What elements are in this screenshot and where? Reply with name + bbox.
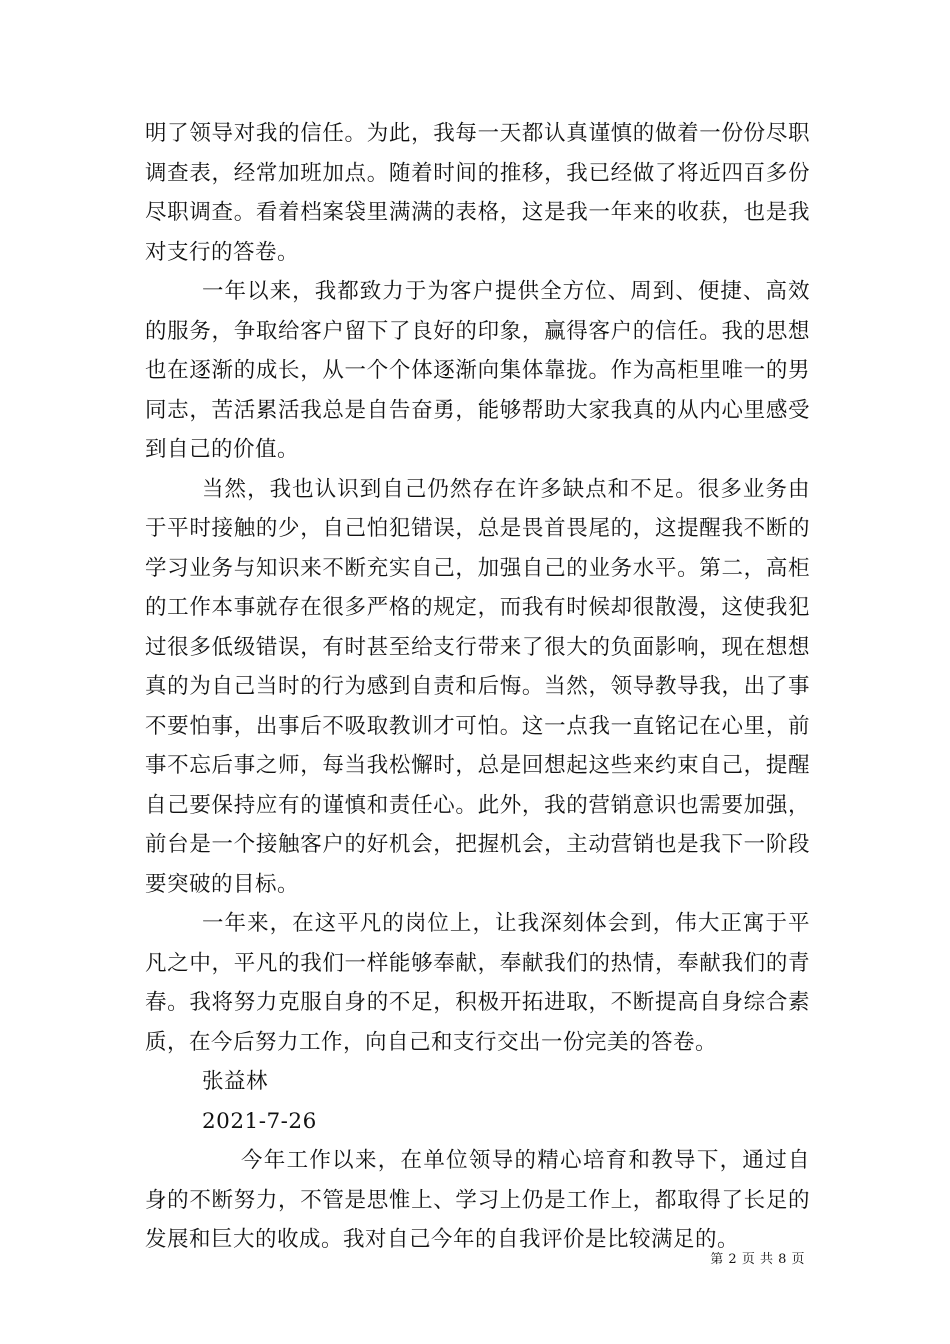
paragraph-4: 一年来，在这平凡的岗位上，让我深刻体会到，伟大正寓于平凡之中，平凡的我们一样能够奉献，奉献我们的热情，奉献我们的青春。我将努力克服自身的不足，积极开拓进取，不断提高自身综合素质，在今后努力工作，向自己和支行交出一份完美的答卷。 [145,911,810,1055]
signature-name: 张益林 [202,1069,269,1094]
paragraph-2: 一年以来，我都致力于为客户提供全方位、周到、便捷、高效的服务，争取给客户留下了良好的印象，赢得客户的信任。我的思想也在逐渐的成长，从一个个体逐渐向集体靠拢。作为高柜里唯一的男同志，苦活累活我总是自告奋勇，能够帮助大家我真的从内心里感受到自己的价值。 [145,279,810,462]
page-number-footer: 第 2 页 共 8 页 [710,1252,805,1267]
document-body [145,114,810,1260]
paragraph-3: 当然，我也认识到自己仍然存在许多缺点和不足。很多业务由于平时接触的少，自己怕犯错误，总是畏首畏尾的，这提醒我不断的学习业务与知识来不断充实自己，加强自己的业务水平。第二，高柜的工作本事就存在很多严格的规定，而我有时候却很散漫，这使我犯过很多低级错误，有时甚至给支行带来了很大的负面影响，现在想想真的为自己当时的行为感到自责和后悔。当然，领导教导我，出了事不要怕事，出事后不吸取教训才可怕。这一点我一直铭记在心里，前事不忘后事之师，每当我松懈时，总是回想起这些来约束自己，提醒自己要保持应有的谨慎和责任心。此外，我的营销意识也需要加强，前台是一个接触客户的好机会，把握机会，主动营销也是我下一阶段要突破的目标。 [145,476,810,897]
paragraph-1: 明了领导对我的信任。为此，我每一天都认真谨慎的做着一份份尽职调查表，经常加班加点。随着时间的推移，我已经做了将近四百多份尽职调查。看着档案袋里满满的表格，这是我一年来的收获，也是我对支行的答卷。 [145,121,810,265]
signature-date: 2021-7-26 [202,1108,317,1134]
paragraph-5: 今年工作以来，在单位领导的精心培育和教导下，通过自身的不断努力，不管是思惟上、学习上仍是工作上，都取得了长足的发展和巨大的收成。我对自己今年的自我评价是比较满足的。 [145,1148,810,1252]
